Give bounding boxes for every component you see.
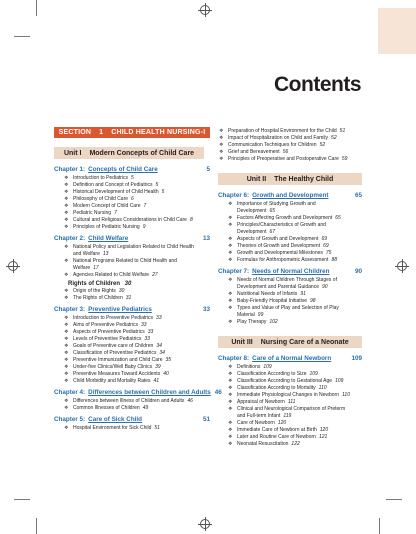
crop-mark bbox=[14, 36, 30, 37]
toc-entry-page: 99 bbox=[257, 312, 264, 318]
toc-chapter bbox=[54, 389, 222, 412]
toc-entry[interactable] bbox=[218, 291, 362, 298]
toc-entry-page: 51 bbox=[154, 425, 160, 431]
registration-mark-left bbox=[8, 261, 18, 271]
toc-entry[interactable] bbox=[218, 201, 362, 215]
chapter-page: 109 bbox=[351, 355, 362, 362]
toc-chapter bbox=[54, 306, 210, 385]
toc-entry-page: 7 bbox=[143, 203, 147, 209]
toc-entry-text: Aspects of Growth and Development bbox=[237, 236, 319, 242]
toc-entry[interactable] bbox=[54, 336, 210, 343]
unit-banner bbox=[218, 336, 362, 348]
subheading-page: 30 bbox=[124, 281, 132, 287]
toc-entry[interactable] bbox=[218, 406, 362, 420]
topic-list bbox=[54, 244, 210, 279]
toc-entry[interactable] bbox=[218, 277, 362, 291]
unit-label: Unit II bbox=[246, 175, 267, 183]
toc-right-column bbox=[218, 127, 362, 448]
toc-entry-text: Cultural and Religious Considerations in Child Care bbox=[73, 217, 187, 223]
section-name: CHILD HEALTH NURSING-I bbox=[111, 129, 206, 136]
toc-entry[interactable] bbox=[218, 128, 362, 135]
toc-entry[interactable] bbox=[54, 322, 210, 329]
toc-entry-page: 69 bbox=[323, 243, 329, 249]
toc-entry-text: Baby-Friendly Hospital Initiative bbox=[237, 298, 308, 304]
chapter-number: Chapter 6: bbox=[218, 192, 250, 199]
toc-entry-text: Theories of Growth and Development bbox=[237, 243, 321, 249]
toc-entry-text: Grief and Bereavement bbox=[228, 149, 280, 155]
topic-list bbox=[218, 277, 362, 326]
toc-entry-page: 5 bbox=[161, 189, 165, 195]
toc-entry-text: Principles/Characteristics of Growth and Development bbox=[237, 222, 326, 235]
toc-entry-text: National Programs Related to Child Health and Welfare bbox=[73, 258, 177, 271]
toc-entry[interactable] bbox=[218, 250, 362, 257]
toc-entry-text: Philosophy of Child Care bbox=[73, 196, 129, 202]
crop-mark bbox=[36, 0, 37, 16]
toc-entry-page: 119 bbox=[283, 413, 292, 419]
toc-entry-page: 7 bbox=[114, 210, 117, 216]
toc-entry-page: 120 bbox=[319, 427, 329, 433]
toc-entry[interactable] bbox=[54, 343, 210, 350]
toc-entry[interactable] bbox=[54, 258, 210, 272]
toc-entry-text: Principles of Pediatric Nursing bbox=[73, 224, 140, 230]
toc-entry-text: Growth and Developmental Milestones bbox=[237, 250, 323, 256]
toc-entry-text: Importance of Studying Growth and Development bbox=[237, 201, 316, 214]
toc-entry-page: 33 bbox=[144, 336, 150, 342]
toc-entry-text: Preventive Measures Toward Accidents bbox=[73, 371, 161, 377]
toc-entry-page: 35 bbox=[165, 357, 172, 363]
toc-entry-page: 67 bbox=[269, 229, 276, 235]
toc-entry[interactable] bbox=[218, 156, 362, 163]
toc-entry-page: 52 bbox=[319, 142, 326, 148]
crop-mark bbox=[379, 518, 380, 534]
toc-chapter bbox=[54, 166, 210, 231]
chapter-number: Chapter 7: bbox=[218, 268, 250, 275]
toc-chapter bbox=[218, 268, 362, 326]
chapter-page: 51 bbox=[202, 416, 210, 423]
toc-entry[interactable] bbox=[218, 371, 362, 378]
topic-list bbox=[54, 425, 210, 432]
toc-entry-page: 56 bbox=[282, 149, 289, 155]
toc-entry-text: Impact of Hospitalization on Child and Family bbox=[228, 135, 329, 141]
chapter-heading[interactable] bbox=[218, 268, 362, 276]
toc-entry[interactable] bbox=[218, 427, 362, 434]
chapter-title-link[interactable]: Preventive Pediatrics bbox=[88, 306, 152, 313]
registration-mark-top bbox=[200, 5, 210, 15]
chapter-number: Chapter 5: bbox=[54, 416, 86, 423]
toc-entry-page: 75 bbox=[325, 250, 332, 256]
unit-banner bbox=[54, 147, 204, 159]
toc-entry[interactable] bbox=[54, 182, 210, 189]
toc-entry-page: 52 bbox=[331, 135, 337, 141]
toc-entry[interactable] bbox=[54, 203, 210, 210]
chapter-heading[interactable] bbox=[218, 192, 362, 200]
toc-entry-page: 109 bbox=[263, 364, 272, 370]
toc-entry-page: 8 bbox=[189, 217, 193, 223]
chapter-heading[interactable] bbox=[54, 235, 210, 243]
toc-chapter bbox=[54, 416, 210, 432]
toc-entry-page: 109 bbox=[335, 378, 344, 384]
toc-entry-text: Neonatal Resuscitation bbox=[237, 441, 289, 447]
subheading bbox=[68, 281, 210, 287]
toc-entry-text: Definition and Concept of Pediatrics bbox=[73, 182, 153, 188]
toc-entry[interactable] bbox=[54, 398, 210, 405]
toc-entry-page: 6 bbox=[131, 196, 134, 202]
toc-entry-page: 110 bbox=[342, 392, 350, 398]
registration-mark-right bbox=[397, 261, 407, 271]
section-number: 1 bbox=[99, 129, 104, 136]
toc-entry-page: 13 bbox=[102, 251, 109, 257]
toc-entry[interactable] bbox=[54, 175, 210, 182]
toc-entry[interactable] bbox=[54, 329, 210, 336]
toc-entry-text: Principles of Preoperative and Postoperative Care bbox=[228, 156, 339, 162]
toc-entry-page: 91 bbox=[300, 291, 306, 297]
toc-entry[interactable] bbox=[54, 272, 210, 279]
toc-entry-text: Types and Value of Play and Selection of Play Material bbox=[237, 305, 339, 318]
toc-entry-page: 88 bbox=[331, 257, 337, 263]
unit-banner bbox=[218, 173, 362, 185]
toc-entry-page: 33 bbox=[156, 315, 162, 321]
toc-entry[interactable] bbox=[218, 392, 362, 399]
toc-entry-text: Definitions bbox=[237, 364, 261, 370]
chapter-title-link[interactable]: Needs of Normal Children bbox=[252, 268, 330, 275]
chapter-title-link[interactable]: Concepts of Child Care bbox=[88, 166, 158, 173]
toc-entry-text: The Rights of Children bbox=[73, 295, 123, 301]
chapter-heading[interactable] bbox=[54, 166, 210, 174]
toc-entry-page: 121 bbox=[318, 434, 328, 440]
toc-entry-page: 46 bbox=[187, 398, 193, 404]
topic-list bbox=[218, 201, 362, 264]
toc-entry[interactable] bbox=[218, 135, 362, 142]
toc-entry-text: Goals of Preventive care of Children bbox=[73, 343, 154, 349]
chapter-number: Chapter 2: bbox=[54, 235, 86, 242]
toc-entry[interactable] bbox=[218, 399, 362, 406]
toc-entry[interactable] bbox=[218, 385, 362, 392]
chapter-title-link[interactable]: Differences between Children and Adults bbox=[88, 389, 211, 396]
chapter-number: Chapter 4: bbox=[54, 389, 86, 396]
toc-entry-page: 34 bbox=[159, 350, 165, 356]
chapter-number: Chapter 3: bbox=[54, 306, 86, 313]
chapter-title-link[interactable]: Care of Sick Child bbox=[88, 416, 143, 423]
toc-entry-text: Classification According to Mortality bbox=[237, 385, 316, 391]
unit-name: The Healthy Child bbox=[274, 175, 334, 183]
toc-entry[interactable] bbox=[218, 222, 362, 236]
toc-entry-page: 5 bbox=[155, 182, 159, 188]
toc-entry[interactable] bbox=[218, 364, 362, 371]
chapter-page: 65 bbox=[354, 192, 362, 199]
crop-mark bbox=[36, 518, 37, 534]
toc-entry-text: Under-five Clinics/Well Baby Clinics bbox=[73, 364, 153, 370]
toc-entry-page: 120 bbox=[277, 420, 287, 426]
toc-entry-page: 122 bbox=[291, 441, 300, 447]
toc-entry-text: Appraisal of Newborn bbox=[237, 399, 285, 405]
toc-entry[interactable] bbox=[218, 149, 362, 156]
toc-entry[interactable] bbox=[54, 350, 210, 357]
page-title: Contents bbox=[274, 73, 361, 96]
toc-entry[interactable] bbox=[218, 236, 362, 243]
toc-entry[interactable] bbox=[54, 217, 210, 224]
registration-mark-bottom bbox=[200, 519, 210, 529]
chapter-title-link[interactable]: Child Welfare bbox=[88, 235, 129, 242]
toc-entry-text: Child Morbidity and Mortality Rates bbox=[73, 378, 151, 384]
toc-entry-page: 51 bbox=[339, 128, 346, 134]
toc-entry[interactable] bbox=[54, 371, 210, 378]
toc-left-column bbox=[54, 127, 222, 432]
toc-entry[interactable] bbox=[218, 434, 362, 441]
chapter-title-link[interactable]: Growth and Development bbox=[252, 192, 329, 199]
toc-entry-page: 111 bbox=[287, 399, 296, 405]
toc-chapter bbox=[218, 192, 362, 264]
toc-chapter bbox=[218, 355, 362, 448]
toc-entry[interactable] bbox=[54, 244, 210, 258]
toc-chapter bbox=[54, 235, 210, 302]
toc-entry-page: 109 bbox=[309, 371, 318, 377]
subheading-text: Rights of Children bbox=[68, 281, 120, 287]
toc-entry-text: Nutritional Needs of Infants bbox=[237, 291, 298, 297]
topic-list bbox=[54, 288, 210, 302]
toc-entry[interactable] bbox=[54, 196, 210, 203]
toc-entry-text: Play Therapy bbox=[237, 319, 267, 325]
crop-mark bbox=[386, 499, 402, 500]
topic-list bbox=[218, 128, 362, 163]
toc-entry-page: 49 bbox=[142, 405, 149, 411]
toc-entry-text: Agencies Related to Child Welfare bbox=[73, 272, 150, 278]
toc-entry-page: 34 bbox=[156, 343, 162, 349]
toc-entry-page: 17 bbox=[93, 265, 99, 271]
toc-entry-text: National Policy and Legislation Related to Child Health and Welfare bbox=[73, 244, 194, 257]
toc-entry-page: 27 bbox=[152, 272, 158, 278]
topic-list bbox=[54, 398, 210, 412]
toc-entry[interactable] bbox=[218, 243, 362, 250]
chapter-heading[interactable] bbox=[54, 416, 210, 424]
toc-entry[interactable] bbox=[218, 441, 362, 448]
toc-entry[interactable] bbox=[54, 224, 210, 231]
toc-entry-text: Needs of Normal Children Through Stages of Development and Parental Guidance bbox=[237, 277, 337, 290]
chapter-title-link[interactable]: Care of a Normal Newborn bbox=[252, 355, 332, 362]
toc-entry-page: 65 bbox=[269, 208, 276, 214]
toc-entry[interactable] bbox=[218, 319, 362, 326]
toc-entry-text: Introduction to Pediatrics bbox=[73, 175, 129, 181]
toc-entry[interactable] bbox=[54, 210, 210, 217]
toc-entry-page: 33 bbox=[141, 322, 147, 328]
toc-entry-page: 65 bbox=[335, 215, 341, 221]
toc-entry-page: 39 bbox=[155, 364, 161, 370]
chapter-heading[interactable] bbox=[54, 389, 222, 397]
topic-list bbox=[54, 175, 210, 231]
toc-entry-text: Later and Routine Care of Newborn bbox=[237, 434, 316, 440]
toc-entry-text: Differences between Illness of Children and Adults bbox=[73, 398, 185, 404]
toc-entry-text: Preventive Immunization and Child Care bbox=[73, 357, 163, 363]
toc-entry[interactable] bbox=[54, 189, 210, 196]
toc-entry[interactable] bbox=[54, 405, 210, 412]
toc-entry-page: 40 bbox=[163, 371, 169, 377]
toc-entry-page: 59 bbox=[341, 156, 348, 162]
toc-entry-page: 31 bbox=[125, 295, 132, 301]
toc-entry-text: Origin of the Rights bbox=[73, 288, 116, 294]
toc-entry-page: 5 bbox=[131, 175, 134, 181]
toc-entry[interactable] bbox=[218, 142, 362, 149]
toc-entry-text: Classification of Preventive Pediatrics bbox=[73, 350, 157, 356]
toc-entry-text: Immediate Care of Newborn at Birth bbox=[237, 427, 317, 433]
toc-entry-text: Pediatric Nursing bbox=[73, 210, 112, 216]
toc-entry[interactable] bbox=[54, 295, 210, 302]
toc-entry-page: 69 bbox=[321, 236, 327, 242]
toc-entry[interactable] bbox=[54, 364, 210, 371]
toc-entry[interactable] bbox=[54, 425, 210, 432]
toc-entry-text: Preparation of Hospital Environment for the Child bbox=[228, 128, 337, 134]
toc-entry-page: 102 bbox=[269, 319, 278, 325]
toc-entry[interactable] bbox=[218, 298, 362, 305]
unit-name: Nursing Care of a Neonate bbox=[260, 338, 349, 346]
toc-entry-text: Classification According to Gestational Age bbox=[237, 378, 333, 384]
toc-entry-text: Care of Newborn bbox=[237, 420, 275, 426]
toc-entry-page: 9 bbox=[142, 224, 146, 230]
toc-entry[interactable] bbox=[218, 257, 362, 264]
chapter-page: 46 bbox=[214, 389, 222, 396]
toc-entry-text: Formulas for Anthropometric Assessment bbox=[237, 257, 329, 263]
crop-mark bbox=[14, 499, 30, 500]
toc-entry-text: Aims of Preventive Pediatrics bbox=[73, 322, 139, 328]
topic-list bbox=[54, 315, 210, 385]
toc-entry-text: Levels of Preventive Pediatrics bbox=[73, 336, 142, 342]
chapter-page: 5 bbox=[206, 166, 210, 173]
unit-name: Modern Concepts of Child Care bbox=[89, 149, 195, 157]
toc-entry-text: Clinical and Neurological Comparison of Preterm and Full-term Infant bbox=[237, 406, 346, 419]
section-banner bbox=[54, 127, 210, 138]
section-label: SECTION bbox=[58, 129, 92, 136]
toc-entry-page: 90 bbox=[322, 284, 328, 290]
toc-entry-page: 41 bbox=[153, 378, 160, 384]
toc-entry-page: 98 bbox=[310, 298, 316, 304]
chapter-tab bbox=[378, 8, 416, 54]
toc-entry-text: Introduction to Preventive Pediatrics bbox=[73, 315, 154, 321]
unit-label: Unit III bbox=[231, 338, 253, 346]
chapter-number: Chapter 1: bbox=[54, 166, 86, 173]
topic-list bbox=[218, 364, 362, 448]
chapter-page: 13 bbox=[202, 235, 210, 242]
chapter-page: 90 bbox=[354, 268, 362, 275]
toc-entry[interactable] bbox=[218, 305, 362, 319]
toc-entry-page: 30 bbox=[118, 288, 125, 294]
toc-entry-text: Immediate Physiological Changes in Newborn bbox=[237, 392, 339, 398]
toc-entry-text: Historical Development of Child Health bbox=[73, 189, 159, 195]
chapter-number: Chapter 8: bbox=[218, 355, 250, 362]
toc-entry-text: Communication Techniques for Children bbox=[228, 142, 317, 148]
chapter-heading[interactable] bbox=[54, 306, 210, 314]
toc-entry[interactable] bbox=[218, 378, 362, 385]
toc-entry[interactable] bbox=[218, 420, 362, 427]
toc-entry-text: Aspects of Preventive Pediatrics bbox=[73, 329, 145, 335]
toc-entry[interactable] bbox=[54, 288, 210, 295]
toc-entry-text: Factors Affecting Growth and Development bbox=[237, 215, 333, 221]
toc-entry[interactable] bbox=[54, 315, 210, 322]
unit-label: Unit I bbox=[63, 149, 82, 157]
toc-entry-text: Classification According to Size bbox=[237, 371, 307, 377]
toc-entry-page: 110 bbox=[318, 385, 327, 391]
chapter-page: 33 bbox=[202, 306, 210, 313]
toc-entry-page: 33 bbox=[147, 329, 154, 335]
toc-entry[interactable] bbox=[218, 215, 362, 222]
toc-entry-text: Common Illnesses of Children bbox=[73, 405, 140, 411]
chapter-heading[interactable] bbox=[218, 355, 362, 363]
toc-entry-text: Hospital Environment for Sick Child bbox=[73, 425, 152, 431]
toc-entry[interactable] bbox=[54, 378, 210, 385]
toc-entry-text: Modern Concept of Child Care bbox=[73, 203, 141, 209]
toc-entry[interactable] bbox=[54, 357, 210, 364]
